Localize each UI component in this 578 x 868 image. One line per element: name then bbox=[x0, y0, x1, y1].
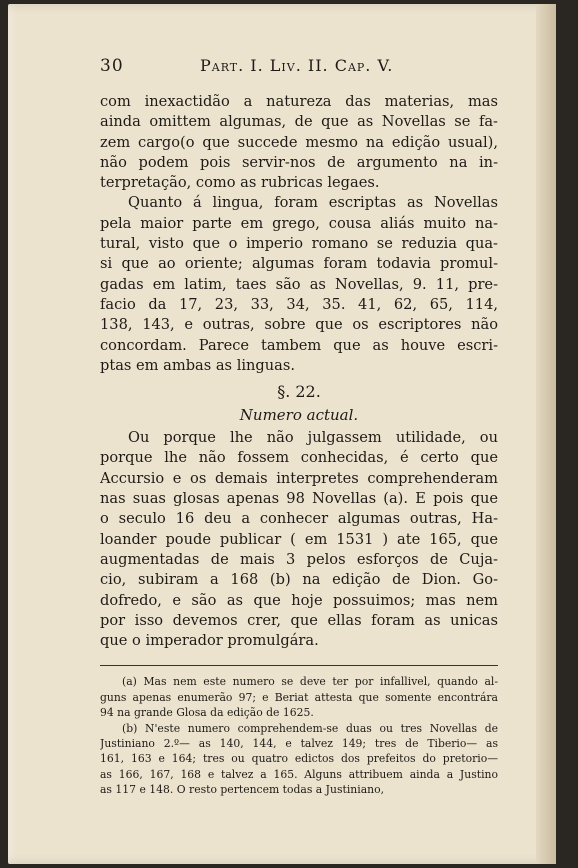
footnote-line: 161, 163 e 164; tres ou quatro edictos dos prefeitos do pretorio— bbox=[100, 752, 498, 766]
footnote-line: Justiniano 2.º— as 140, 144, e talvez 149; tres de Tiberio— as bbox=[100, 737, 498, 751]
page-gutter bbox=[536, 4, 556, 864]
text-line: dofredo, e são as que hoje possuimos; mas nem bbox=[100, 591, 498, 609]
footnote-line: 94 na grande Glosa da edição de 1625. bbox=[100, 706, 314, 720]
running-head: Part. I. Liv. II. Cap. V. bbox=[200, 56, 394, 75]
paragraph-1 bbox=[100, 92, 498, 193]
text-line: cio, subiram a 168 (b) na edição de Dion. Go- bbox=[100, 571, 498, 589]
text-line: tural, visto que o imperio romano se reduzia qua- bbox=[100, 235, 498, 253]
footnote-divider bbox=[100, 665, 498, 666]
section-number: §. 22. bbox=[277, 382, 321, 402]
text-line: ainda omittem algumas, de que as Novellas se fa- bbox=[100, 113, 498, 131]
section-title: Numero actual. bbox=[239, 406, 359, 425]
text-line: zem cargo(o que succede mesmo na edição usual), bbox=[100, 133, 498, 151]
text-line: nas suas glosas apenas 98 Novellas (a). E pois que bbox=[100, 490, 498, 508]
text-line: ptas em ambas as linguas. bbox=[100, 356, 295, 374]
text-line: pela maior parte em grego, cousa aliás muito na- bbox=[100, 214, 498, 232]
page-number: 30 bbox=[100, 56, 124, 76]
text-line: por isso devemos crer, que ellas foram as unicas bbox=[100, 611, 498, 629]
text-line: 138, 143, e outras, sobre que os escriptores não bbox=[100, 316, 498, 334]
text-line: Quanto á lingua, foram escriptas as Novellas bbox=[128, 194, 498, 212]
footnote-line: guns apenas enumerão 97; e Beriat attesta que somente encontrára bbox=[100, 690, 498, 704]
footnote-line: (b) N'este numero comprehendem-se duas ou tres Novellas de bbox=[122, 721, 498, 735]
text-line: que o imperador promulgára. bbox=[100, 632, 319, 650]
text-line: porque lhe não fossem conhecidas, é certo que bbox=[100, 449, 498, 467]
paragraph-3 bbox=[100, 428, 498, 651]
text-line: terpretação, como as rubricas legaes. bbox=[100, 174, 380, 192]
text-line: Accursio e os demais interpretes comprehenderam bbox=[100, 469, 498, 487]
footnote-line: as 166, 167, 168 e talvez a 165. Alguns attribuem ainda a Justino bbox=[100, 767, 498, 781]
paragraph-2 bbox=[100, 193, 498, 376]
text-line: si que ao oriente; algumas foram todavia promul- bbox=[100, 255, 498, 273]
text-line: loander poude publicar ( em 1531 ) ate 165, que bbox=[100, 530, 498, 548]
footnote-b bbox=[100, 721, 498, 798]
text-line: augmentadas de mais 3 pelos esforços de Cuja- bbox=[100, 550, 498, 568]
footnote-a bbox=[100, 674, 498, 720]
text-line: o seculo 16 deu a conhecer algumas outras, Ha- bbox=[100, 510, 498, 528]
book-page bbox=[8, 4, 556, 864]
text-line: Ou porque lhe não julgassem utilidade, ou bbox=[128, 429, 498, 447]
text-line: gadas em latim, taes são as Novellas, 9. 11, pre- bbox=[100, 275, 498, 293]
page-text-block bbox=[100, 52, 498, 798]
text-line: não podem pois servir-nos de argumento na in- bbox=[100, 153, 498, 171]
text-line: concordam. Parece tambem que as houve escri- bbox=[100, 336, 498, 354]
text-line: facio da 17, 23, 33, 34, 35. 41, 62, 65, 114, bbox=[100, 295, 498, 313]
page-header bbox=[100, 52, 498, 92]
footnote-line: (a) Mas nem este numero se deve ter por infallivel, quando al- bbox=[122, 675, 498, 689]
text-line: com inexactidão a natureza das materias, mas bbox=[100, 93, 498, 110]
footnote-line: as 117 e 148. O resto pertencem todas a Justiniano, bbox=[100, 783, 385, 797]
